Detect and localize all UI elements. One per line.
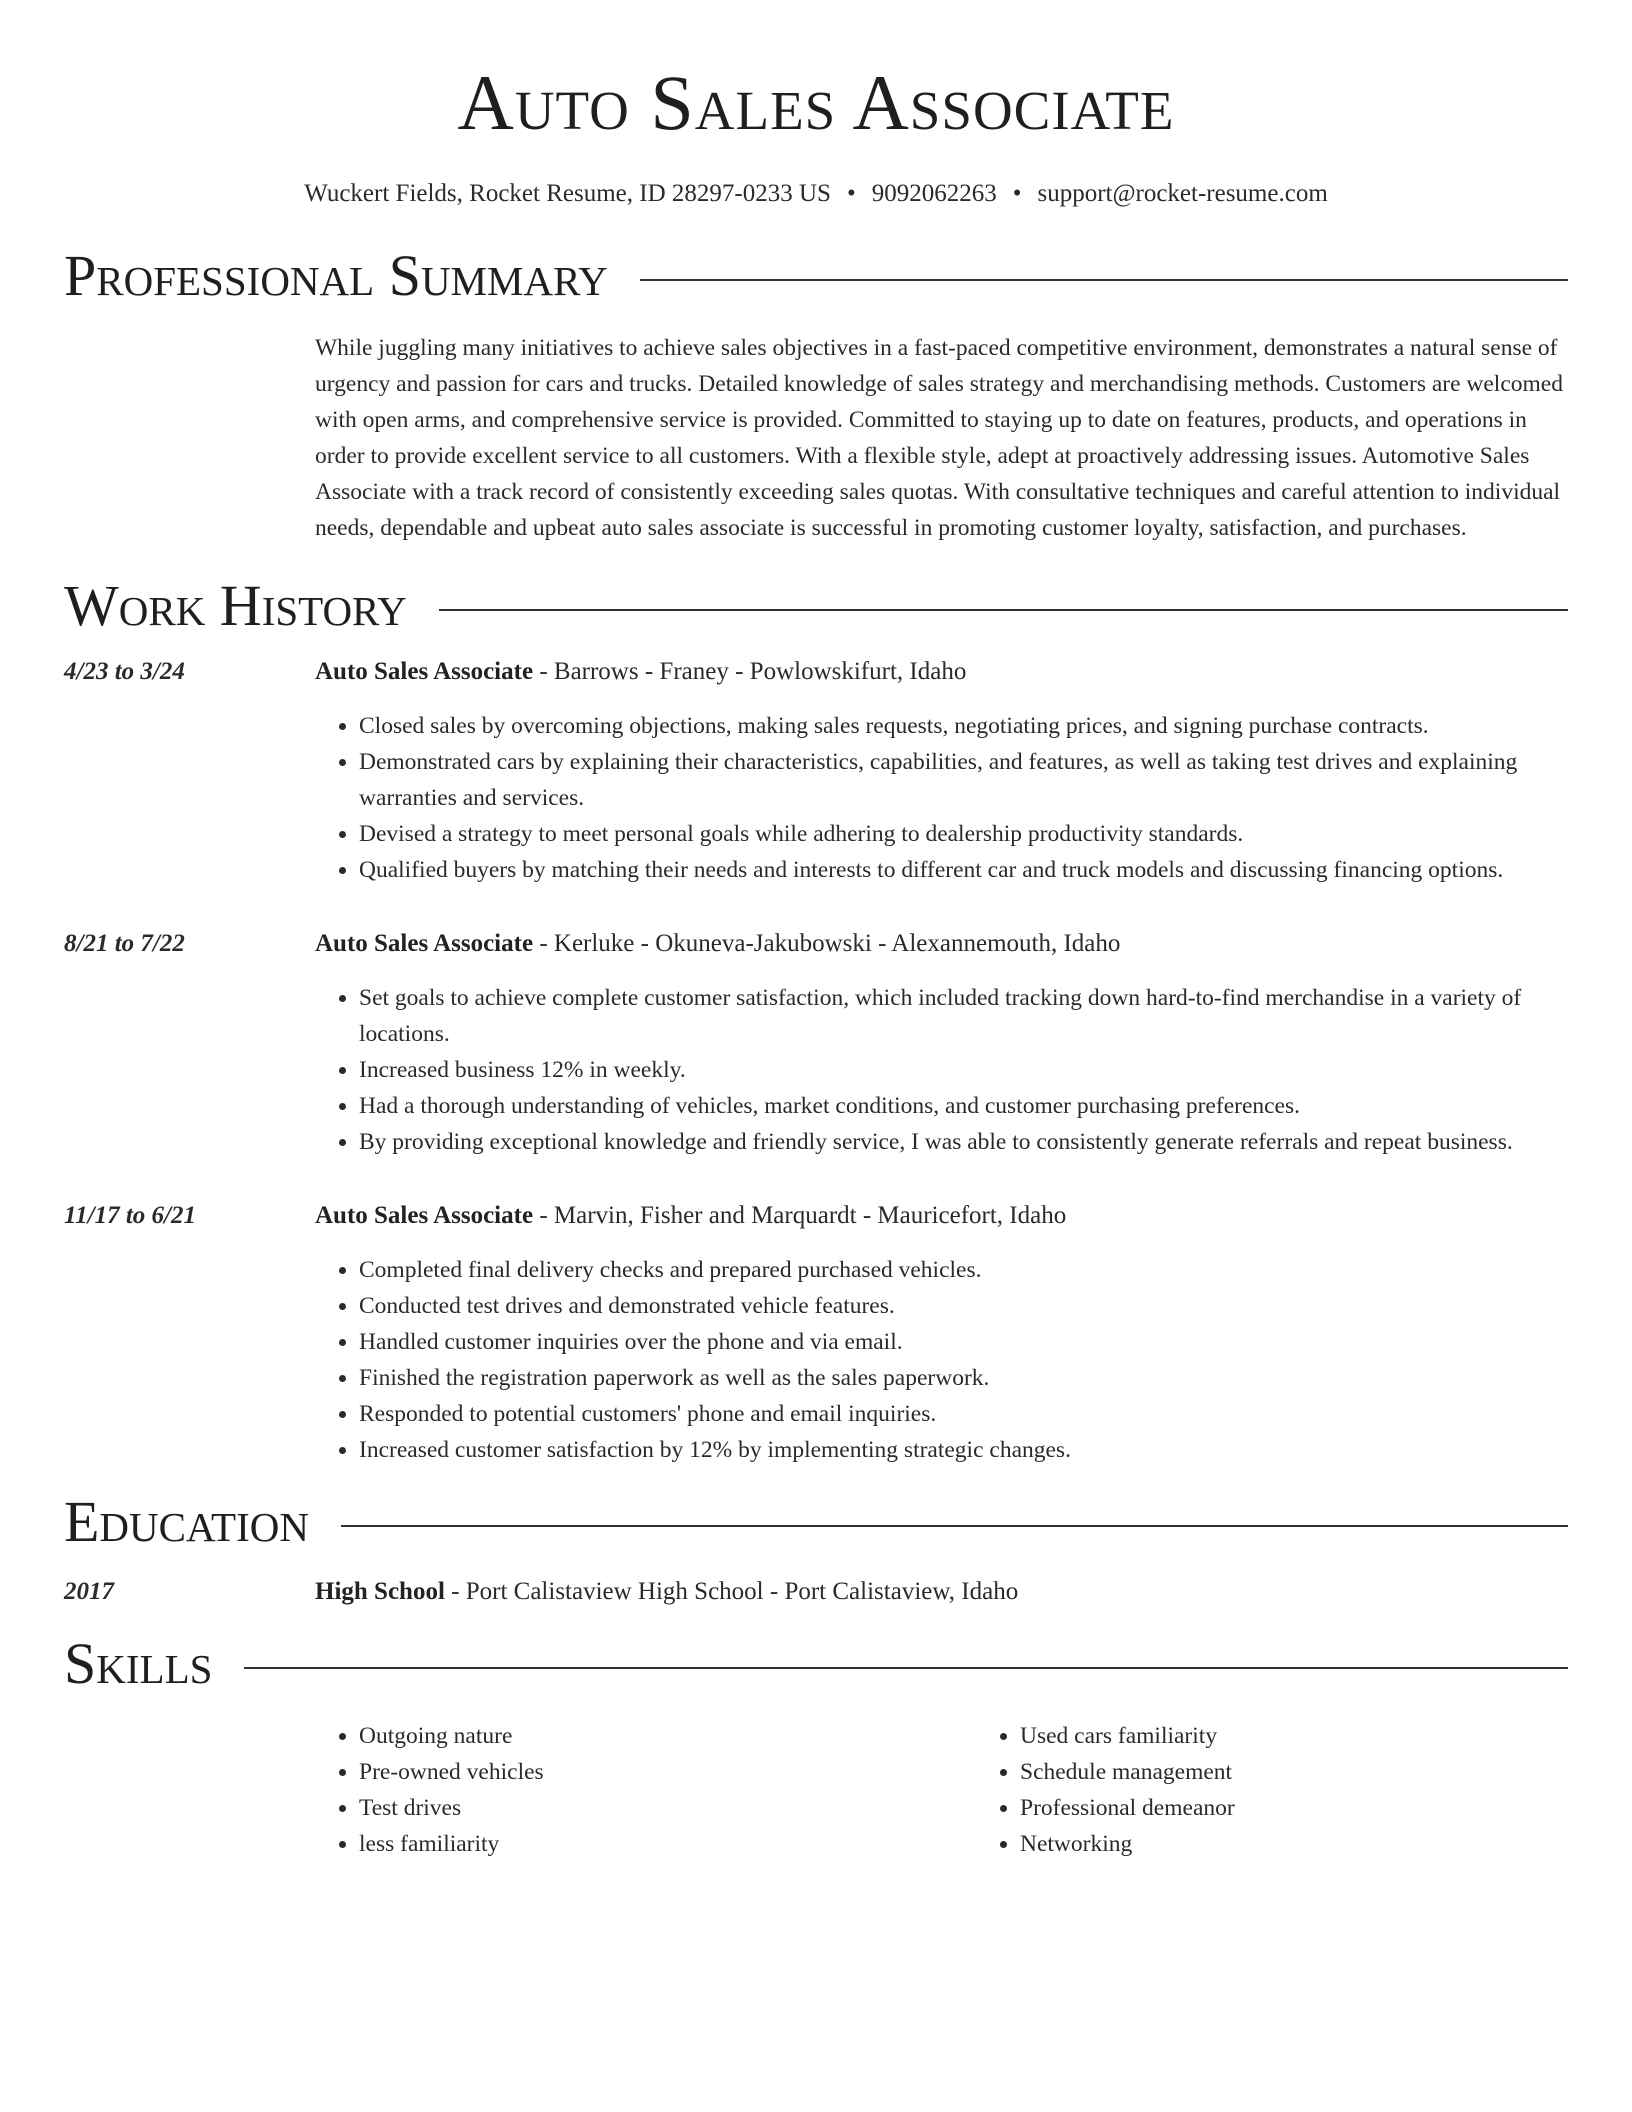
job-bullet: • Closed sales by overcoming objections, making sales requests, negotiating prices, and signing purchase contracts. <box>359 708 1568 744</box>
job-title: Auto Sales Associate <box>315 658 534 685</box>
contact-phone: 9092062263 <box>871 180 997 207</box>
job-entry <box>64 1198 1568 1468</box>
job-bullets <box>315 708 1568 888</box>
job-details: - Marvin, Fisher and Marquardt - Mauricefort, Idaho <box>533 1202 1067 1229</box>
job-bullets <box>315 980 1568 1160</box>
job-bullet: • Had a thorough understanding of vehicles, market conditions, and customer purchasing preferences. <box>359 1088 1568 1124</box>
skill-item: • Networking <box>1020 1826 1632 1862</box>
job-bullets-container <box>315 1252 1568 1468</box>
job-title: Auto Sales Associate <box>315 930 534 957</box>
job-header <box>64 1198 1568 1234</box>
skill-item: • Test drives <box>359 1790 976 1826</box>
job-entry <box>64 926 1568 1160</box>
job-bullet: • Devised a strategy to meet personal goals while adhering to dealership productivity standards. <box>359 816 1568 852</box>
job-role <box>315 654 1568 690</box>
contact-separator: • <box>1012 180 1022 207</box>
job-bullet: • Increased business 12% in weekly. <box>359 1052 1568 1088</box>
skills-heading-text: Skills <box>64 1631 213 1696</box>
skill-item: • Used cars familiarity <box>1020 1718 1632 1754</box>
education-heading-text: Education <box>64 1489 309 1554</box>
job-dates: 8/21 to 7/22 <box>64 930 185 957</box>
education-details: - Port Calistaview High School - Port Calistaview, Idaho <box>444 1578 1019 1605</box>
job-bullet: • Handled customer inquiries over the phone and via email. <box>359 1324 1568 1360</box>
job-details: - Barrows - Franey - Powlowskifurt, Idaho <box>533 658 967 685</box>
job-bullets-container <box>315 980 1568 1160</box>
education-role <box>315 1574 1568 1610</box>
job-title: Auto Sales Associate <box>315 1202 534 1229</box>
education-entry <box>64 1574 1568 1610</box>
job-bullet: • Demonstrated cars by explaining their characteristics, capabilities, and features, as well as taking test drives and explaining warranties and services. <box>359 744 1568 816</box>
summary-text: While juggling many initiatives to achieve sales objectives in a fast-paced competitive environment, demonstrates a natural sense of urgency and passion for cars and trucks. Detailed knowledge of sales strategy and merchandising methods. Customers are welcomed with open arms, and comprehensive service is provided. Committed to staying up to date on features, products, and operations in order to provide excellent service to all customers. With a flexible style, adept at proactively addressing issues. Automotive Sales Associate with a track record of consistently exceeding sales quotas. With consultative techniques and careful attention to individual needs, dependable and upbeat auto sales associate is successful in promoting customer loyalty, satisfaction, and purchases. <box>315 335 1563 541</box>
job-bullet: • By providing exceptional knowledge and friendly service, I was able to consistently generate referrals and repeat business. <box>359 1124 1568 1160</box>
contact-line <box>64 178 1568 210</box>
contact-separator: • <box>846 180 856 207</box>
resume-title: Auto Sales Associate <box>457 59 1175 146</box>
education-degree: High School <box>315 1578 445 1605</box>
education-section-heading <box>64 1490 1568 1554</box>
job-bullets-container <box>315 708 1568 888</box>
job-bullet: • Completed final delivery checks and prepared purchased vehicles. <box>359 1252 1568 1288</box>
skills-column-left <box>315 1718 976 1862</box>
contact-address: Wuckert Fields, Rocket Resume, ID 28297-0233 US <box>304 180 831 207</box>
skills-list <box>315 1718 1568 1862</box>
skill-item: • Outgoing nature <box>359 1718 976 1754</box>
summary-section-heading <box>64 244 1568 308</box>
job-role <box>315 1198 1568 1234</box>
job-bullet: • Qualified buyers by matching their needs and interests to different car and truck models and discussing financing options. <box>359 852 1568 888</box>
job-bullet: • Increased customer satisfaction by 12% by implementing strategic changes. <box>359 1432 1568 1468</box>
skill-item: • Schedule management <box>1020 1754 1632 1790</box>
skills-column-right <box>976 1718 1632 1862</box>
section-divider <box>341 1525 1568 1527</box>
job-header <box>64 926 1568 962</box>
section-divider <box>244 1667 1568 1669</box>
summary-heading-text: Professional Summary <box>64 243 608 308</box>
job-dates: 4/23 to 3/24 <box>64 658 185 685</box>
job-dates: 11/17 to 6/21 <box>64 1202 196 1229</box>
skill-item: • Professional demeanor <box>1020 1790 1632 1826</box>
section-divider <box>439 609 1568 611</box>
job-header <box>64 654 1568 690</box>
resume-page <box>64 0 1568 1862</box>
job-bullet: • Set goals to achieve complete customer satisfaction, which included tracking down hard-to-find merchandise in a variety of locations. <box>359 980 1568 1052</box>
contact-email: support@rocket-resume.com <box>1037 180 1328 207</box>
skills-section-heading <box>64 1632 1568 1696</box>
job-bullet: • Responded to potential customers' phone and email inquiries. <box>359 1396 1568 1432</box>
work-history-section-heading <box>64 574 1568 638</box>
job-bullet: • Finished the registration paperwork as well as the sales paperwork. <box>359 1360 1568 1396</box>
job-bullets <box>315 1252 1568 1468</box>
job-entry <box>64 654 1568 888</box>
skill-item: • Pre-owned vehicles <box>359 1754 976 1790</box>
skill-item: • less familiarity <box>359 1826 976 1862</box>
section-divider <box>640 279 1568 281</box>
work-history-heading-text: Work History <box>64 573 407 638</box>
job-role <box>315 926 1568 962</box>
job-details: - Kerluke - Okuneva-Jakubowski - Alexannemouth, Idaho <box>533 930 1121 957</box>
job-bullet: • Conducted test drives and demonstrated vehicle features. <box>359 1288 1568 1324</box>
education-year: 2017 <box>64 1578 114 1605</box>
